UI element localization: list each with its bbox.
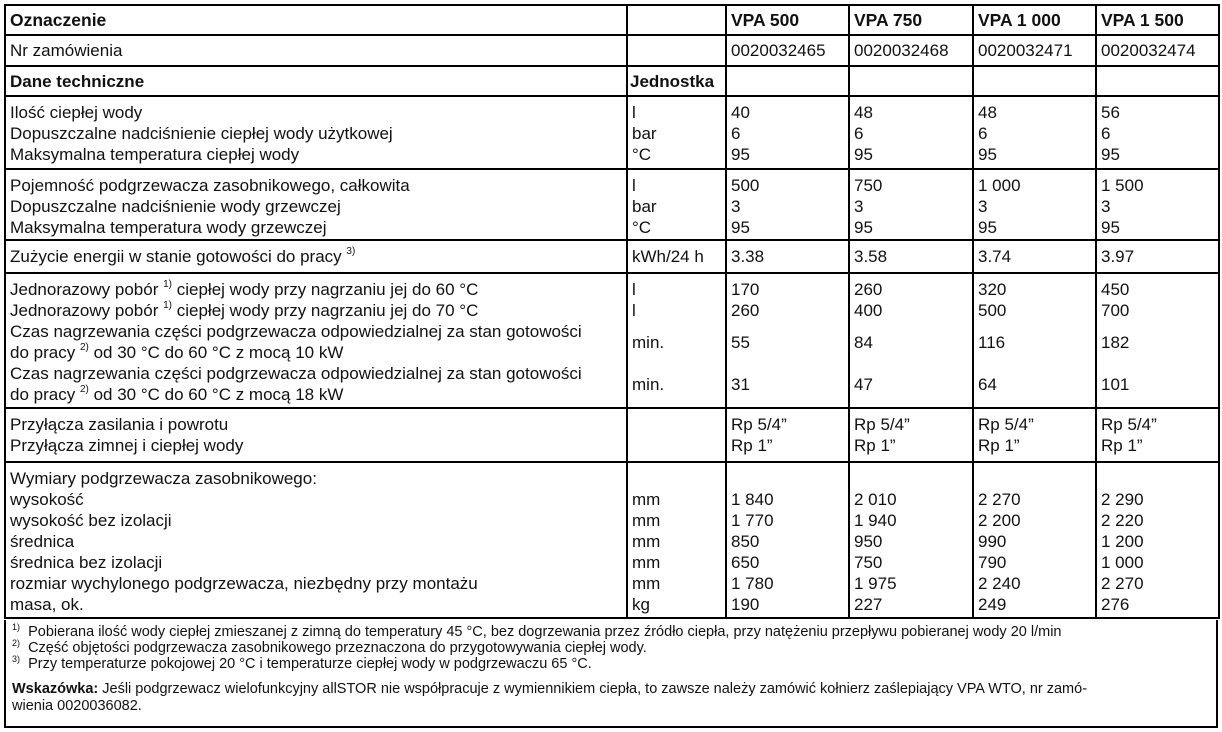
- cell-value: 3: [1101, 197, 1111, 216]
- footnote: $^{1)}$ Pobierana ilość wody ciepłej zmieszanej z zimną do temperatury 45 °C, bez dogrzewania przez źródło ciepła, przy natężeniu przepływu pobieranej wody 20 l/min: [12, 622, 1062, 640]
- cell-value: 500: [978, 301, 1007, 320]
- row-unit: °C: [632, 218, 652, 237]
- model-vpa-1000: VPA 1 000: [973, 5, 1096, 35]
- cell-value: 1 940: [854, 511, 897, 530]
- group-dimensions: [5, 462, 1219, 618]
- cell-value: 2 240: [978, 574, 1021, 593]
- cell-value: 116: [978, 332, 1006, 352]
- row-label: Ilość ciepłej wody: [10, 103, 143, 122]
- row-unit: mm: [632, 532, 661, 551]
- cell-value: 2 290: [1101, 490, 1144, 509]
- cell-value: 990: [978, 532, 1007, 551]
- cell-value: 249: [978, 595, 1007, 614]
- cell-value: 95: [731, 145, 750, 164]
- cell-value: 276: [1101, 595, 1130, 614]
- cell-value: 6: [731, 124, 741, 143]
- row-unit: bar: [632, 124, 657, 143]
- model-vpa-750: VPA 750: [849, 5, 973, 35]
- cell-value: 450: [1101, 280, 1130, 299]
- footnote: $^{3)}$ Przy temperaturze pokojowej 20 °C i temperaturze ciepłej wody w podgrzewaczu 65 °C.: [12, 654, 592, 672]
- cell-value: 95: [978, 145, 997, 164]
- footnote: $^{2)}$ Część objętości podgrzewacza zasobnikowego przeznaczona do przygotowywania ciepłej wody.: [12, 638, 647, 656]
- cell-value: Rp 5/4”: [731, 415, 787, 434]
- group-heating-water: [5, 169, 1219, 240]
- cell-value: 950: [854, 532, 883, 551]
- model-vpa-500: VPA 500: [726, 5, 849, 35]
- row-unit: mm: [632, 511, 661, 530]
- row-unit: min.: [632, 374, 665, 394]
- row-label: Jednorazowy pobór $^{1)}$ ciepłej wody przy nagrzaniu jej do 60 °C: [10, 279, 479, 299]
- cell-value: 700: [1101, 301, 1130, 320]
- footnotes: [4, 620, 1218, 728]
- cell-value: 260: [731, 301, 760, 320]
- row-label: do pracy $^{2)}$ od 30 °C do 60 °C z mocą 10 kW: [10, 342, 344, 362]
- row-label: Pojemność podgrzewacza zasobnikowego, całkowita: [10, 176, 410, 195]
- cell-value: 95: [1101, 218, 1120, 237]
- group-title: Wymiary podgrzewacza zasobnikowego:: [10, 469, 317, 488]
- row-label: masa, ok.: [10, 595, 84, 614]
- row-unit: mm: [632, 574, 661, 593]
- cell-value: 3: [978, 197, 988, 216]
- cell-value: 3: [854, 197, 864, 216]
- row-unit: l: [632, 103, 636, 122]
- cell-value: 3.97: [1096, 240, 1219, 273]
- cell-value: 1 500: [1101, 176, 1144, 195]
- cell-value: 1 000: [1101, 553, 1144, 572]
- cell-value: 1 770: [731, 511, 774, 530]
- row-label: Czas nagrzewania części podgrzewacza odpowiedzialnej za stan gotowości: [10, 364, 582, 383]
- row-unit: °C: [632, 145, 652, 164]
- cell-value: 790: [978, 553, 1007, 572]
- cell-value: 6: [854, 124, 864, 143]
- row-unit: mm: [632, 553, 661, 572]
- order-number: 0020032465: [726, 35, 849, 66]
- row-unit: kg: [632, 595, 650, 614]
- cell-value: 2 200: [978, 511, 1021, 530]
- cell-value: 3: [731, 197, 741, 216]
- tech-header-row: [5, 66, 1219, 96]
- order-number: 0020032471: [973, 35, 1096, 66]
- cell-value: 47: [854, 374, 873, 394]
- row-label: rozmiar wychylonego podgrzewacza, niezbędny przy montażu: [10, 574, 478, 593]
- cell-value: 1 840: [731, 490, 774, 509]
- cell-value: 40: [731, 103, 750, 122]
- cell-value: 2 270: [1101, 574, 1144, 593]
- row-unit: l: [632, 301, 636, 320]
- group-draw-off: [5, 273, 1219, 408]
- cell-value: 95: [854, 218, 873, 237]
- row-label: wysokość bez izolacji: [10, 511, 172, 530]
- cell-value: 31: [731, 374, 750, 394]
- cell-value: 48: [978, 103, 997, 122]
- footnote-ref: 3): [346, 246, 356, 257]
- cell-value: 2 220: [1101, 511, 1144, 530]
- cell-value: 1 780: [731, 574, 774, 593]
- row-unit: kWh/24 h: [627, 240, 726, 273]
- row-unit: min.: [632, 332, 665, 352]
- tip-note: [12, 681, 1210, 715]
- cell-value: 3.58: [849, 240, 973, 273]
- cell-value: 95: [1101, 145, 1120, 164]
- cell-value: 3.38: [726, 240, 849, 273]
- cell-value: 260: [854, 280, 883, 299]
- tip-label: Wskazówka:: [12, 681, 99, 697]
- row-label: średnica: [10, 532, 75, 551]
- cell-value: Rp 1”: [978, 436, 1020, 455]
- cell-value: 1 975: [854, 574, 897, 593]
- cell-value: 320: [978, 280, 1007, 299]
- cell-value: 190: [731, 595, 760, 614]
- cell-value: 1 000: [978, 176, 1021, 195]
- designation-row: [5, 5, 1219, 35]
- row-unit: bar: [632, 197, 657, 216]
- order-number: 0020032468: [849, 35, 973, 66]
- row-label: Przyłącza zasilania i powrotu: [10, 415, 229, 434]
- row-unit: l: [632, 176, 636, 195]
- row-label: Przyłącza zimnej i ciepłej wody: [10, 436, 244, 455]
- cell-value: 6: [978, 124, 988, 143]
- cell-value: 84: [854, 332, 873, 352]
- cell-value: 227: [854, 595, 883, 614]
- model-vpa-1500: VPA 1 500: [1096, 5, 1219, 35]
- cell-value: 750: [854, 176, 883, 195]
- cell-value: 182: [1101, 332, 1130, 352]
- unit-label: Jednostka: [627, 66, 726, 96]
- row-label: Dopuszczalne nadciśnienie wody grzewczej: [10, 197, 341, 216]
- row-label: Dopuszczalne nadciśnienie ciepłej wody użytkowej: [10, 124, 393, 143]
- row-label: wysokość: [10, 490, 84, 509]
- row-energy: [5, 240, 1219, 273]
- cell-value: 2 010: [854, 490, 897, 509]
- row-label: Czas nagrzewania części podgrzewacza odpowiedzialnej za stan gotowości: [10, 322, 582, 341]
- cell-value: 850: [731, 532, 760, 551]
- designation-label: Oznaczenie: [5, 5, 627, 35]
- order-number: 0020032474: [1096, 35, 1219, 66]
- row-label: średnica bez izolacji: [10, 553, 163, 572]
- cell-value: 400: [854, 301, 883, 320]
- row-unit: l: [632, 280, 636, 299]
- cell-value: 3.74: [973, 240, 1096, 273]
- cell-value: Rp 5/4”: [854, 415, 910, 434]
- cell-value: 6: [1101, 124, 1111, 143]
- cell-value: Rp 1”: [854, 436, 896, 455]
- cell-value: 2 270: [978, 490, 1021, 509]
- cell-value: 48: [854, 103, 873, 122]
- row-label: do pracy $^{2)}$ od 30 °C do 60 °C z mocą 18 kW: [10, 384, 344, 404]
- cell-value: 95: [731, 218, 750, 237]
- order-label: Nr zamówienia: [5, 35, 627, 66]
- row-label: Zużycie energii w stanie gotowości do pracy: [10, 247, 342, 266]
- cell-value: 500: [731, 176, 760, 195]
- order-number-row: [5, 35, 1219, 66]
- cell-value: 64: [978, 374, 997, 394]
- cell-value: 101: [1101, 374, 1130, 394]
- cell-value: 95: [854, 145, 873, 164]
- cell-value: 55: [731, 332, 750, 352]
- group-connections: [5, 408, 1219, 462]
- cell-value: 650: [731, 553, 760, 572]
- cell-value: 1 200: [1101, 532, 1144, 551]
- cell-value: 750: [854, 553, 883, 572]
- tip-text: wienia 0020036082.: [12, 698, 142, 714]
- cell-value: 95: [978, 218, 997, 237]
- cell-value: 170: [731, 280, 760, 299]
- row-unit: mm: [632, 490, 661, 509]
- cell-value: Rp 5/4”: [1101, 415, 1157, 434]
- tech-data-table: [4, 4, 1220, 619]
- group-hot-water: [5, 96, 1219, 169]
- tip-text: Jeśli podgrzewacz wielofunkcyjny allSTOR nie współpracuje z wymiennikiem ciepła, to zawsze należy zamówić kołnierz zaślepiający VPA WTO, nr zamó-: [102, 681, 1088, 697]
- tech-data-label: Dane techniczne: [5, 66, 627, 96]
- cell-value: 56: [1101, 103, 1120, 122]
- cell-value: Rp 5/4”: [978, 415, 1034, 434]
- row-label: Maksymalna temperatura ciepłej wody: [10, 145, 300, 164]
- cell-value: Rp 1”: [1101, 436, 1143, 455]
- row-label: Maksymalna temperatura wody grzewczej: [10, 218, 327, 237]
- row-label: Jednorazowy pobór $^{1)}$ ciepłej wody przy nagrzaniu jej do 70 °C: [10, 300, 479, 320]
- cell-value: Rp 1”: [731, 436, 773, 455]
